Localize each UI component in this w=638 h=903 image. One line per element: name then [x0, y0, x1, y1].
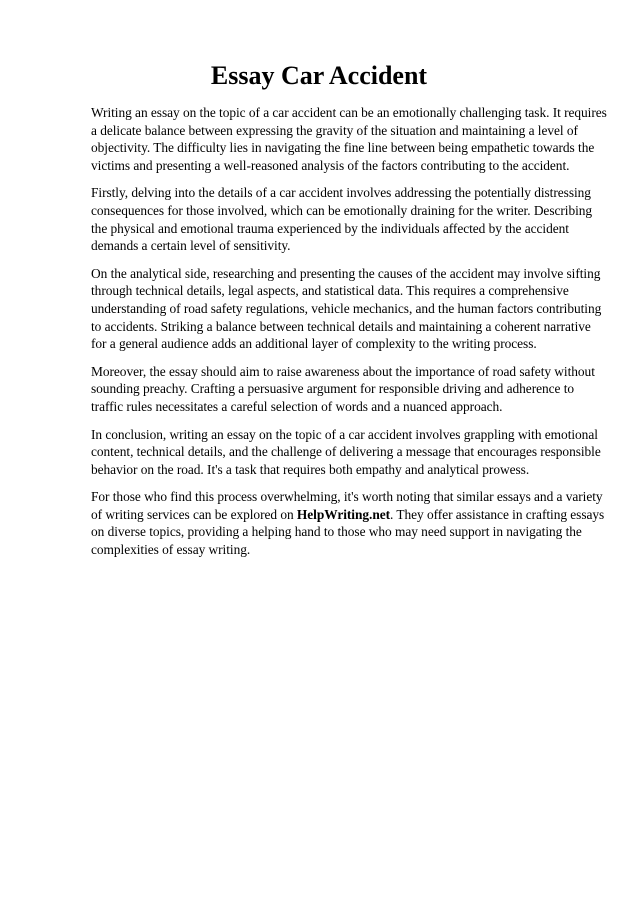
paragraph-line: through technical details, legal aspects, and statistical data. This requires a comprehensive — [91, 283, 569, 299]
paragraph-1 — [91, 104, 607, 174]
paragraph-line: traffic rules necessitates a careful selection of words and a nuanced approach. — [91, 398, 503, 414]
paragraph-5 — [91, 426, 601, 479]
paragraph-line: consequences for those involved, which can be emotionally draining for the writer. Describing — [91, 202, 593, 218]
line-text-before-link: of writing services can be explored on — [91, 506, 297, 522]
paragraph-line: victims and presenting a well-reasoned analysis of the factors contributing to the accident. — [91, 157, 570, 173]
paragraph-line-with-link — [91, 506, 605, 524]
paragraph-2 — [91, 184, 601, 254]
paragraph-line: a delicate balance between expressing the gravity of the situation and maintaining a level of — [91, 122, 578, 138]
page-title: Essay Car Accident — [210, 61, 428, 90]
paragraph-line: objectivity. The difficulty lies in navigating the fine line between being empathetic towards the — [91, 140, 595, 156]
essay-body — [91, 104, 607, 569]
paragraph-line: the physical and emotional trauma experienced by the individuals affected by the accident — [91, 220, 569, 236]
paragraph-3 — [91, 265, 601, 353]
paragraph-4 — [91, 363, 601, 416]
paragraph-line: In conclusion, writing an essay on the topic of a car accident involves grappling with emotional — [91, 426, 598, 442]
paragraph-line: on diverse topics, providing a helping hand to those who may need support in navigating the — [91, 524, 582, 540]
paragraph-line: Moreover, the essay should aim to raise awareness about the importance of road safety without — [91, 363, 595, 379]
helpwriting-link[interactable]: HelpWriting.net — [296, 506, 391, 522]
paragraph-line: to accidents. Striking a balance between technical details and maintaining a coherent narrative — [91, 318, 591, 334]
paragraph-line: demands a certain level of sensitivity. — [91, 238, 291, 254]
line-text-after-link: . They offer assistance in crafting essays — [390, 506, 605, 522]
paragraph-line: for a general audience adds an additional layer of complexity to the writing process. — [91, 336, 537, 352]
paragraph-line: understanding of road safety regulations, vehicle mechanics, and the human factors contributing — [91, 300, 602, 316]
paragraph-line: sounding preachy. Crafting a persuasive argument for responsible driving and adherence to — [91, 381, 575, 397]
paragraph-line: On the analytical side, researching and presenting the causes of the accident may involve sifting — [91, 265, 601, 281]
paragraph-line: Firstly, delving into the details of a car accident involves addressing the potentially distressing — [91, 185, 591, 201]
paragraph-line: For those who find this process overwhelming, it's worth noting that similar essays and a variety — [91, 489, 603, 505]
paragraph-line: Writing an essay on the topic of a car accident can be an emotionally challenging task. It requires — [91, 105, 607, 120]
paragraph-line: complexities of essay writing. — [91, 542, 251, 558]
paragraph-6 — [91, 488, 605, 558]
paragraph-line: behavior on the road. It's a task that requires both empathy and analytical prowess. — [91, 461, 530, 477]
paragraph-line: content, technical details, and the challenge of delivering a message that encourages responsible — [91, 444, 601, 460]
